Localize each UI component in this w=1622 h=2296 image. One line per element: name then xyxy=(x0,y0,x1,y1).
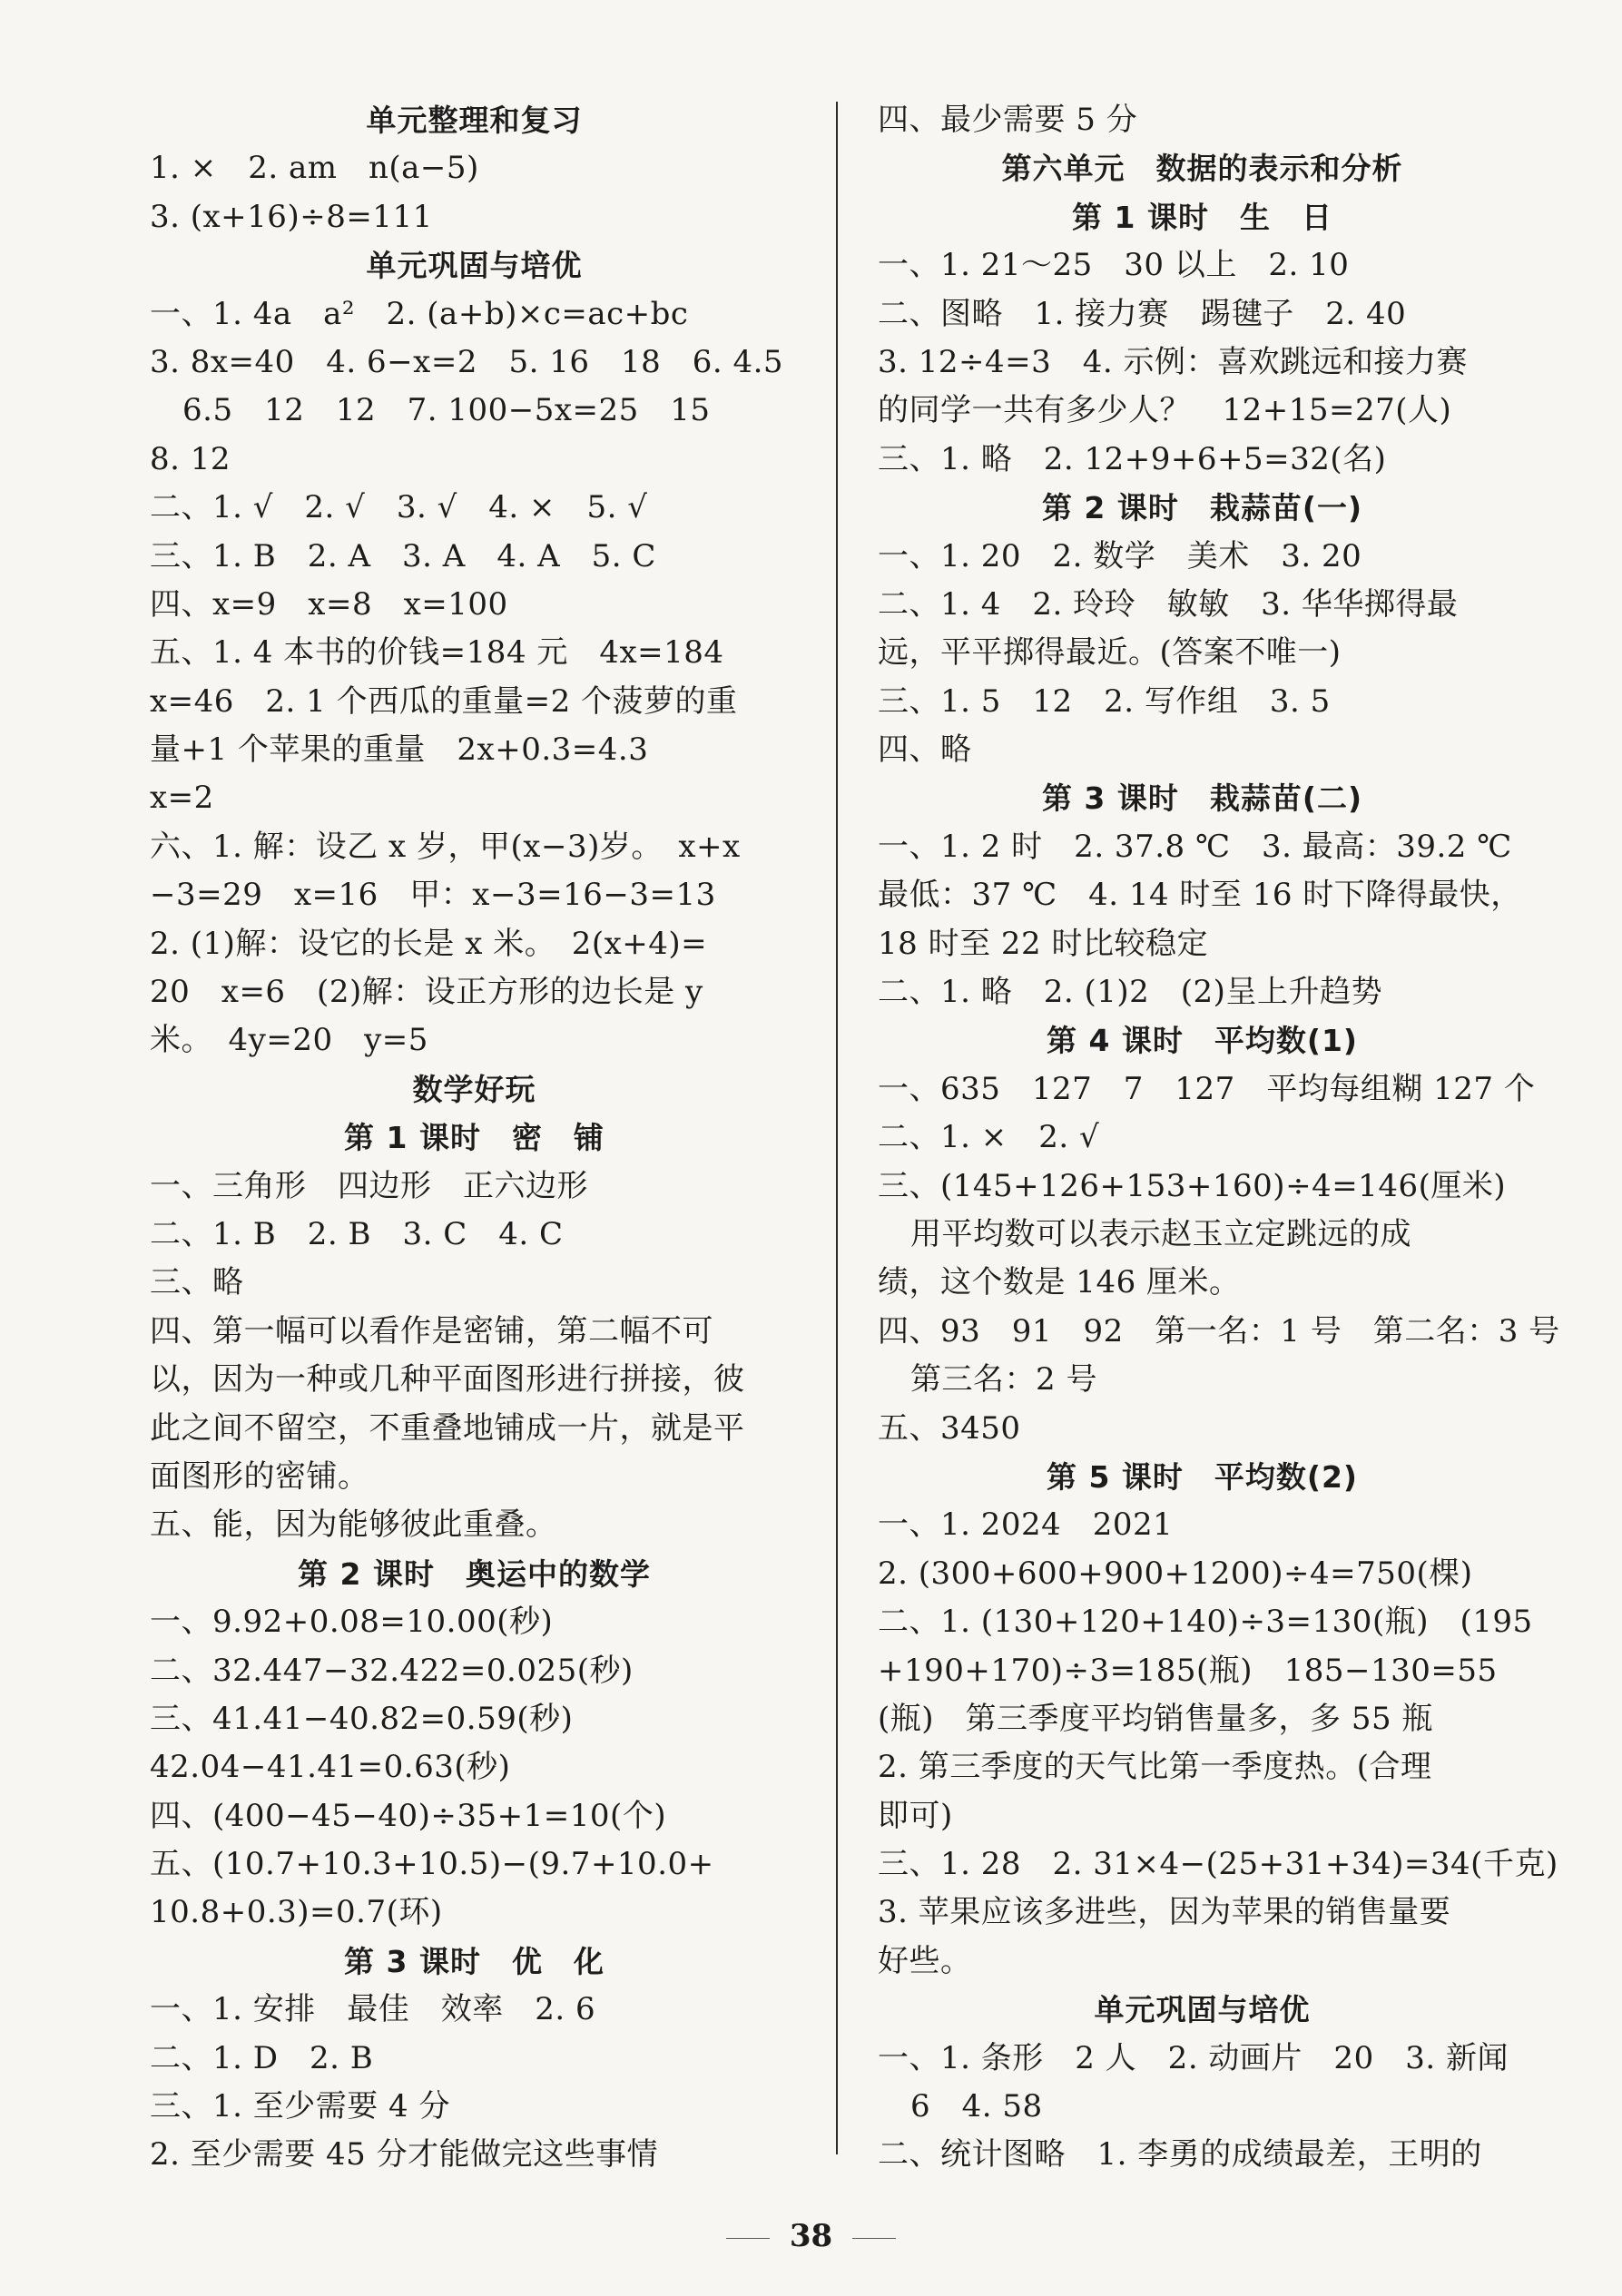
answer-line: 五、3450 xyxy=(878,1409,1021,1447)
section-heading: 单元巩固与培优 xyxy=(366,248,583,284)
answer-line: 五、1. 4 本书的价钱=184 元 4x=184 xyxy=(150,634,724,672)
answer-line: 四、93 91 92 第一名：1 号 第二名：3 号 xyxy=(878,1312,1560,1349)
answer-line: 一、1. 21～25 30 以上 2. 10 xyxy=(878,247,1350,284)
answer-line: 三、1. 略 2. 12+9+6+5=32(名) xyxy=(878,440,1387,477)
answer-line: 10.8+0.3)=0.7(环) xyxy=(150,1894,443,1931)
answer-line: 四、略 xyxy=(878,731,972,769)
answer-line: 一、1. 4a a² 2. (a+b)×c=ac+bc xyxy=(150,295,689,332)
answer-line: 量+1 个苹果的重量 2x+0.3=4.3 xyxy=(150,731,649,769)
answer-line: 好些。 xyxy=(878,1942,972,1979)
footer-rule-right xyxy=(852,2238,896,2239)
answer-line: 二、1. 4 2. 玲玲 敏敏 3. 华华掷得最 xyxy=(878,585,1459,623)
section-heading: 第 2 课时 奥运中的数学 xyxy=(298,1555,651,1592)
answer-line: 一、三角形 四边形 正六边形 xyxy=(150,1167,588,1204)
answer-line: 3. (x+16)÷8=111 xyxy=(150,198,433,235)
answer-line: 远，平平掷得最近。(答案不唯一) xyxy=(878,634,1342,672)
answer-line: 二、1. × 2. √ xyxy=(878,1119,1100,1156)
answer-line: 3. 苹果应该多进些，因为苹果的销售量要 xyxy=(878,1894,1451,1931)
answer-line: 四、(400−45−40)÷35+1=10(个) xyxy=(150,1797,667,1834)
answer-line: 四、最少需要 5 分 xyxy=(878,102,1138,138)
section-heading: 第 4 课时 平均数(1) xyxy=(1046,1023,1359,1059)
answer-line: 一、1. 2 时 2. 37.8 ℃ 3. 最高：39.2 ℃ xyxy=(878,828,1512,865)
answer-line: −3=29 x=16 甲：x−3=16−3=13 xyxy=(150,877,716,914)
answer-line: 三、41.41−40.82=0.59(秒) xyxy=(150,1700,574,1737)
section-heading: 第六单元 数据的表示和分析 xyxy=(1001,151,1403,187)
answer-line: 二、1. B 2. B 3. C 4. C xyxy=(150,1215,564,1252)
answer-line: 三、1. 28 2. 31×4−(25+31+34)=34(千克) xyxy=(878,1846,1558,1883)
answer-line: 最低：37 ℃ 4. 14 时至 16 时下降得最快， xyxy=(878,877,1522,914)
column-divider xyxy=(836,102,838,2154)
answer-line: 一、1. 2024 2021 xyxy=(878,1506,1174,1544)
answer-line: 五、能，因为能够彼此重叠。 xyxy=(150,1506,557,1544)
answer-line: 即可) xyxy=(878,1797,953,1834)
answer-line: x=46 2. 1 个西瓜的重量=2 个菠萝的重 xyxy=(150,682,738,720)
answer-line: 三、1. 至少需要 4 分 xyxy=(150,2088,450,2125)
answer-line: 三、1. 5 12 2. 写作组 3. 5 xyxy=(878,682,1331,720)
answer-line: 以，因为一种或几种平面图形进行拼接，彼 xyxy=(150,1361,745,1398)
answer-line: 绩，这个数是 146 厘米。 xyxy=(878,1264,1241,1301)
answer-line: 二、1. D 2. B xyxy=(150,2039,374,2076)
section-heading: 数学好玩 xyxy=(412,1071,536,1107)
section-heading: 单元整理和复习 xyxy=(366,103,583,138)
page-number: 38 xyxy=(789,2218,833,2254)
answer-line: 8. 12 xyxy=(150,440,231,477)
answer-line: 20 x=6 (2)解：设正方形的边长是 y xyxy=(150,974,703,1011)
answer-line: 五、(10.7+10.3+10.5)−(9.7+10.0+ xyxy=(150,1846,714,1883)
answer-line: 二、1. √ 2. √ 3. √ 4. × 5. √ xyxy=(150,489,648,526)
answer-line: 一、1. 20 2. 数学 美术 3. 20 xyxy=(878,537,1362,574)
answer-line: 此之间不留空，不重叠地铺成一片，就是平 xyxy=(150,1409,745,1447)
answer-line: 三、略 xyxy=(150,1264,244,1301)
answer-line: 二、图略 1. 接力赛 踢毽子 2. 40 xyxy=(878,295,1407,332)
answer-line: 第三名：2 号 xyxy=(910,1361,1097,1398)
answer-line: 2. 第三季度的天气比第一季度热。(合理 xyxy=(878,1749,1432,1786)
section-heading: 第 2 课时 栽蒜苗(一) xyxy=(1041,490,1363,526)
answer-line: 二、统计图略 1. 李勇的成绩最差，王明的 xyxy=(878,2136,1482,2173)
answer-line: 米。 4y=20 y=5 xyxy=(150,1022,428,1059)
answer-line: 1. × 2. am n(a−5) xyxy=(150,150,479,187)
section-heading: 单元巩固与培优 xyxy=(1094,1992,1311,2028)
answer-line: 二、1. 略 2. (1)2 (2)呈上升趋势 xyxy=(878,974,1382,1011)
section-heading: 第 3 课时 栽蒜苗(二) xyxy=(1041,780,1363,817)
answer-line: 一、9.92+0.08=10.00(秒) xyxy=(150,1604,554,1641)
answer-line: 二、1. (130+120+140)÷3=130(瓶) (195 xyxy=(878,1604,1533,1641)
page-footer xyxy=(0,2218,1622,2254)
footer-rule-left xyxy=(726,2238,770,2239)
answer-line: 一、635 127 7 127 平均每组糊 127 个 xyxy=(878,1070,1536,1107)
answer-line: 3. 8x=40 4. 6−x=2 5. 16 18 6. 4.5 xyxy=(150,343,784,380)
answer-line: 6 4. 58 xyxy=(910,2088,1043,2125)
answer-line: 一、1. 条形 2 人 2. 动画片 20 3. 新闻 xyxy=(878,2039,1509,2076)
right-column xyxy=(878,96,1560,2180)
section-heading: 第 1 课时 生 日 xyxy=(1072,199,1332,235)
answer-line: 三、1. B 2. A 3. A 4. A 5. C xyxy=(150,537,656,574)
section-heading: 第 5 课时 平均数(2) xyxy=(1046,1458,1359,1495)
answer-line: 2. (1)解：设它的长是 x 米。 2(x+4)= xyxy=(150,925,708,962)
section-heading: 第 3 课时 优 化 xyxy=(344,1943,605,1979)
answer-line: 面图形的密铺。 xyxy=(150,1457,369,1495)
answer-line: 2. (300+600+900+1200)÷4=750(棵) xyxy=(878,1555,1473,1592)
answer-line: 的同学一共有多少人？ 12+15=27(人) xyxy=(878,392,1452,429)
answer-line: 四、第一幅可以看作是密铺，第二幅不可 xyxy=(150,1312,713,1349)
answer-line: 18 时至 22 时比较稳定 xyxy=(878,925,1208,962)
answer-line: 2. 至少需要 45 分才能做完这些事情 xyxy=(150,2136,659,2173)
answer-line: (瓶) 第三季度平均销售量多，多 55 瓶 xyxy=(878,1700,1433,1737)
answer-line: 二、32.447−32.422=0.025(秒) xyxy=(150,1652,634,1689)
answer-line: 6.5 12 12 7. 100−5x=25 15 xyxy=(182,392,711,429)
answer-line: 一、1. 安排 最佳 效率 2. 6 xyxy=(150,1991,596,2028)
answer-line: 六、1. 解：设乙 x 岁，甲(x−3)岁。 x+x xyxy=(150,828,741,865)
answer-line: 四、x=9 x=8 x=100 xyxy=(150,585,508,623)
answer-line: 三、(145+126+153+160)÷4=146(厘米) xyxy=(878,1167,1507,1204)
answer-line: 用平均数可以表示赵玉立定跳远的成 xyxy=(910,1215,1411,1252)
section-heading: 第 1 课时 密 铺 xyxy=(344,1120,605,1156)
answer-line: 3. 12÷4=3 4. 示例：喜欢跳远和接力赛 xyxy=(878,343,1468,380)
answer-line: 42.04−41.41=0.63(秒) xyxy=(150,1749,511,1786)
left-column xyxy=(150,96,799,2180)
answer-line: x=2 xyxy=(150,780,214,817)
answer-line: +190+170)÷3=185(瓶) 185−130=55 xyxy=(878,1652,1498,1689)
